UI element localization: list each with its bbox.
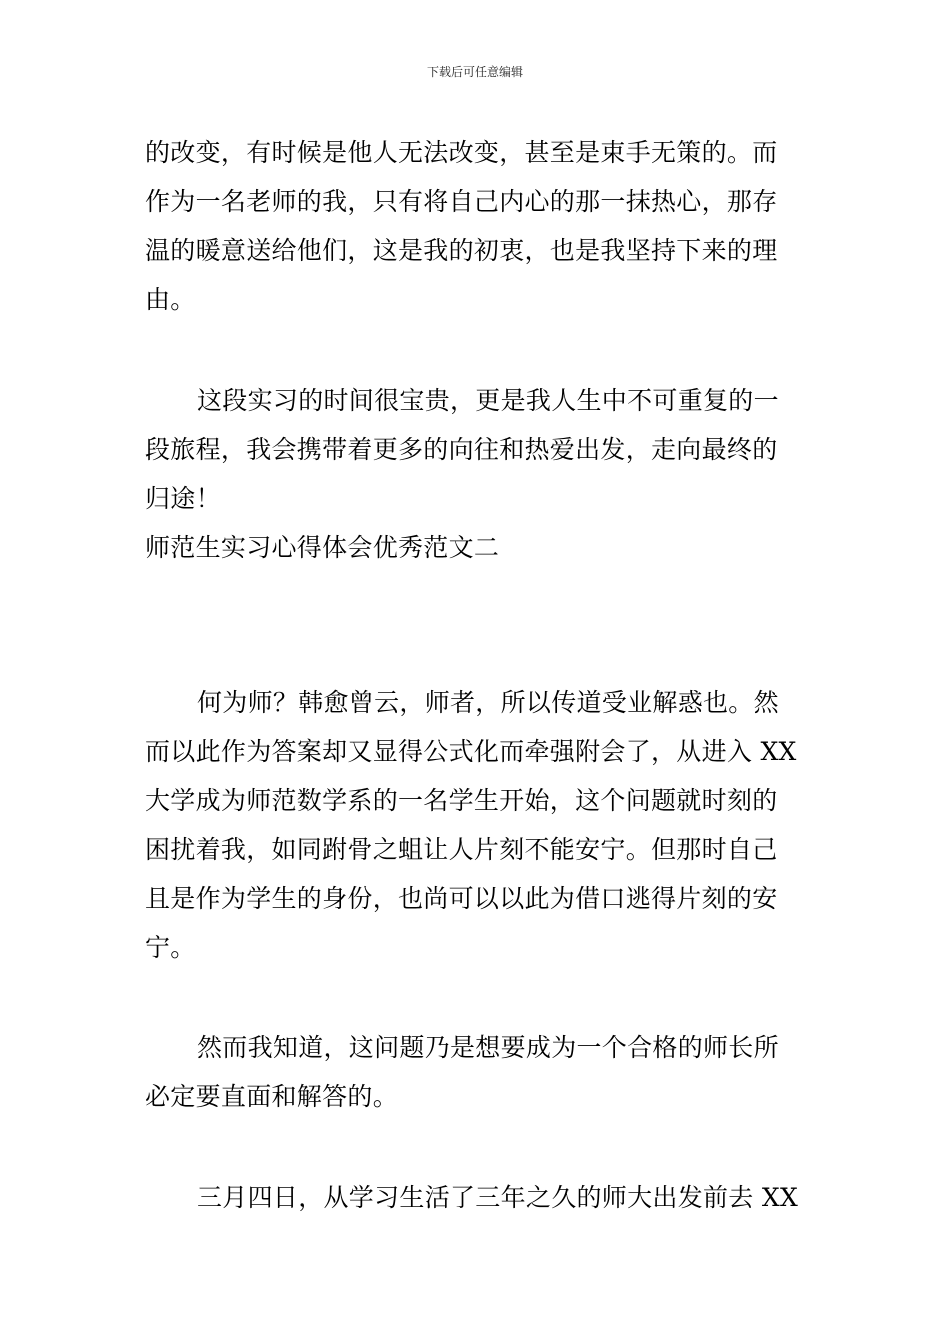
text-line: 何为师？韩愈曾云，师者，所以传道受业解惑也。然: [197, 688, 779, 717]
heading-line: 师范生实习心得体会优秀范文二: [145, 533, 500, 562]
text-line: 必定要直面和解答的。: [145, 1082, 399, 1111]
text-line: 这段实习的时间很宝贵，更是我人生中不可重复的一: [197, 386, 779, 415]
text-line: 大学成为师范数学系的一名学生开始，这个问题就时刻的: [145, 786, 778, 815]
text-line: 作为一名老师的我，只有将自己内心的那一抹热心，那存: [145, 187, 778, 216]
text-line: 且是作为学生的身份，也尚可以以此为借口逃得片刻的安: [145, 884, 778, 913]
text-line: 由。: [145, 285, 196, 314]
document-body: [145, 128, 810, 1222]
text-line: 宁。: [145, 933, 196, 962]
text-line: 温的暖意送给他们，这是我的初衷，也是我坚持下来的理: [145, 236, 778, 265]
paragraph: [145, 1173, 810, 1222]
section-heading: [145, 523, 810, 572]
paragraph: [145, 678, 810, 972]
page-header: 下载后可任意编辑: [426, 65, 523, 79]
text-line: 而以此作为答案却又显得公式化而牵强附会了，从进入 XX: [145, 737, 797, 766]
paragraph: [145, 1023, 810, 1121]
text-line: 的改变，有时候是他人无法改变，甚至是束手无策的。而: [145, 138, 778, 167]
paragraph-continuation: [145, 128, 810, 324]
text-line: 困扰着我，如同跗骨之蛆让人片刻不能安宁。但那时自己: [145, 835, 778, 864]
text-line: 段旅程，我会携带着更多的向往和热爱出发，走向最终的: [145, 435, 778, 464]
text-line: 然而我知道，这问题乃是想要成为一个合格的师长所: [197, 1033, 779, 1062]
paragraph: [145, 376, 810, 523]
text-line: 三月四日，从学习生活了三年之久的师大出发前去 XX: [197, 1183, 799, 1212]
text-line: 归途！: [145, 484, 221, 513]
